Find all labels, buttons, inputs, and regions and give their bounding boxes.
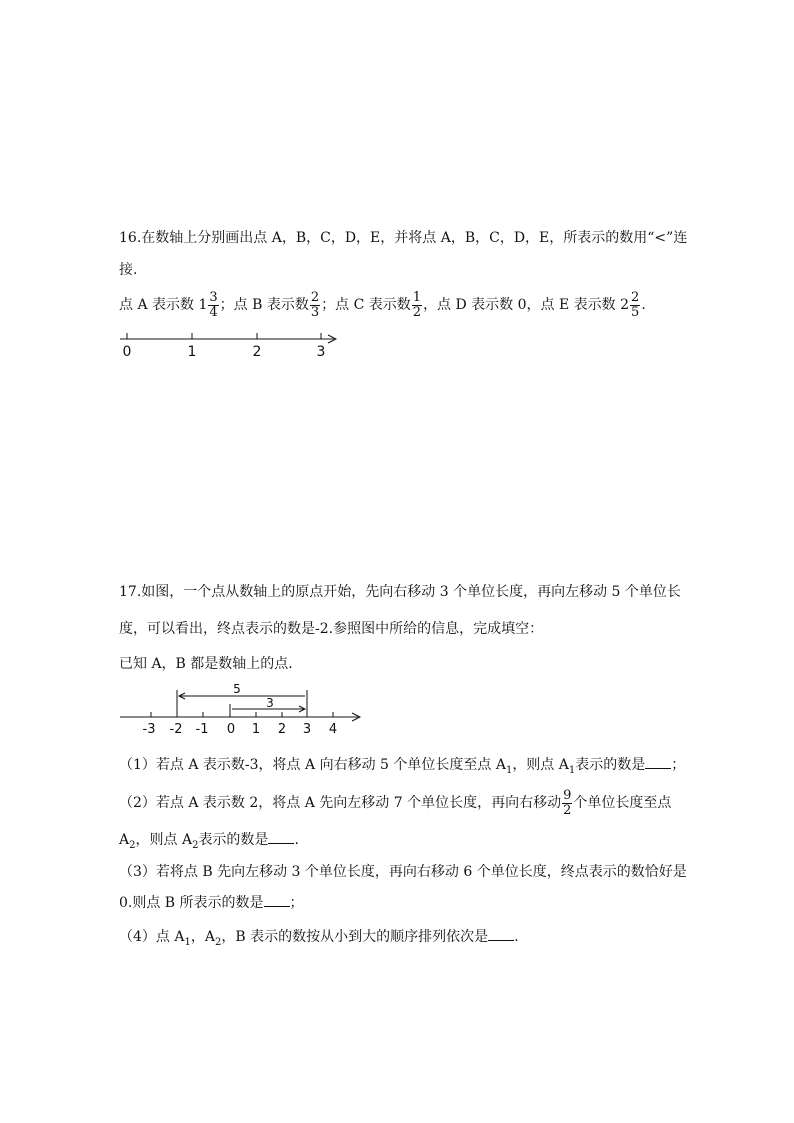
- q17-right-arrowhead-icon: [299, 706, 305, 712]
- q17-part2-cont: [119, 829, 299, 856]
- q16-tick-label: 2: [252, 344, 262, 360]
- q17-part3-cont: [119, 892, 304, 913]
- q16-c-den: 2: [412, 304, 422, 320]
- q17-p4-sub1: 1: [184, 936, 191, 948]
- q17-tick-label: 4: [328, 722, 338, 737]
- q17-tick-label: -2: [169, 722, 183, 737]
- q16-number-line: [120, 333, 336, 360]
- q16-c-text: ；点 C 表示数: [321, 297, 411, 313]
- q17-part2: [119, 787, 671, 819]
- q16-a-int: 1: [198, 297, 208, 313]
- q17-p4-a: （4）点 A: [119, 929, 185, 945]
- q16-e-fraction: [630, 291, 640, 320]
- q16-a-num: 3: [209, 289, 218, 305]
- q17-p4-end: .: [514, 929, 519, 945]
- q17-number-line: [120, 682, 360, 737]
- q17-p2-b: 个单位长度至点: [573, 795, 672, 811]
- q17-tick-label: -1: [195, 722, 209, 737]
- q17-part1: [119, 754, 685, 781]
- q16-line3: [119, 290, 646, 320]
- q17-p4-b: ，A: [190, 929, 215, 945]
- q17-p2b-a: A: [119, 832, 130, 848]
- q17-p1-b: ，则点 A: [512, 757, 569, 773]
- q16-e-int: 2: [620, 297, 630, 313]
- q16-tick-label: 1: [187, 344, 197, 360]
- q17-p2b-sub2: 2: [192, 839, 199, 851]
- q16-c-fraction: [412, 291, 422, 320]
- q17-p1-end: ；: [671, 757, 686, 773]
- q17-p1-sub2: 1: [568, 764, 576, 776]
- q17-p2b-c: 表示的数是: [198, 832, 269, 848]
- q17-line2: 度，可以看出，终点表示的数是-2.参照图中所给的信息，完成填空：: [119, 621, 544, 637]
- q17-axis-arrow-icon: [352, 713, 360, 721]
- q17-p2-fraction: [562, 789, 572, 818]
- q17-p4-sub2: 2: [214, 936, 222, 948]
- q16-a-fraction: [208, 291, 218, 320]
- q17-tick-label: 3: [302, 722, 312, 737]
- q16-de-text: ，点 D 表示数 0，点 E 表示数: [423, 297, 621, 313]
- q17-p1-sub1: 1: [505, 764, 513, 776]
- q16-end: .: [641, 297, 646, 313]
- q16-e-num: 2: [631, 289, 640, 305]
- q17-p3b-end: ；: [289, 895, 304, 911]
- answer-blank[interactable]: [268, 829, 294, 844]
- q16-tick-label: 0: [122, 344, 132, 360]
- answer-blank[interactable]: [645, 754, 671, 769]
- q17-p2b-sub1: 2: [129, 839, 136, 851]
- q16-b-num: 2: [310, 289, 320, 305]
- q16-axis-arrow-icon: [328, 335, 336, 343]
- q17-p2b-end: .: [294, 832, 299, 848]
- q16-e-den: 5: [631, 304, 640, 320]
- q17-part3: （3）若将点 B 先向左移动 3 个单位长度，再向右移动 6 个单位长度，终点表示的数恰好是: [119, 864, 687, 880]
- q17-arrow5-label: 5: [233, 682, 241, 696]
- q16-a-den: 4: [209, 304, 218, 320]
- answer-blank[interactable]: [264, 892, 290, 907]
- q16-c-num: 1: [412, 289, 422, 305]
- q17-p2-num: 9: [563, 787, 572, 803]
- q17-tick-label: -3: [142, 722, 156, 737]
- q17-p1-c: 表示的数是: [575, 757, 646, 773]
- answer-blank[interactable]: [488, 926, 514, 941]
- q17-p2b-b: ，则点 A: [135, 832, 193, 848]
- q16-line2: 接.: [119, 262, 138, 278]
- q16-tick-label: 3: [316, 344, 326, 360]
- q17-p3b-a: 0.则点 B 所表示的数是: [119, 895, 264, 911]
- q16-b-den: 3: [310, 304, 320, 320]
- q17-arrow3-label: 3: [266, 696, 274, 710]
- q17-left-arrowhead-icon: [179, 693, 185, 699]
- q17-line3: 已知 A，B 都是数轴上的点.: [119, 656, 293, 672]
- q17-tick-label: 2: [277, 722, 287, 737]
- q17-tick-label: 1: [251, 722, 261, 737]
- q17-p2-a: （2）若点 A 表示数 2，将点 A 先向左移动 7 个单位长度，再向右移动: [119, 795, 562, 811]
- q17-part4: [119, 926, 519, 953]
- q16-a-text: 点 A 表示数: [119, 297, 199, 313]
- q16-b-text: ；点 B 表示数: [219, 297, 309, 313]
- q17-tick-label: 0: [226, 722, 236, 737]
- q17-p2-den: 2: [563, 802, 572, 818]
- q17-p4-c: ，B 表示的数按从小到大的顺序排列依次是: [221, 929, 489, 945]
- q17-line1: 17.如图，一个点从数轴上的原点开始，先向右移动 3 个单位长度，再向左移动 5 个单位长: [119, 584, 681, 600]
- q16-line1: 16.在数轴上分别画出点 A，B，C，D，E，并将点 A，B，C，D，E，所表示的数用“<”连: [119, 230, 688, 246]
- q17-p1-a: （1）若点 A 表示数-3，将点 A 向右移动 5 个单位长度至点 A: [119, 757, 506, 773]
- q16-b-fraction: [310, 291, 320, 320]
